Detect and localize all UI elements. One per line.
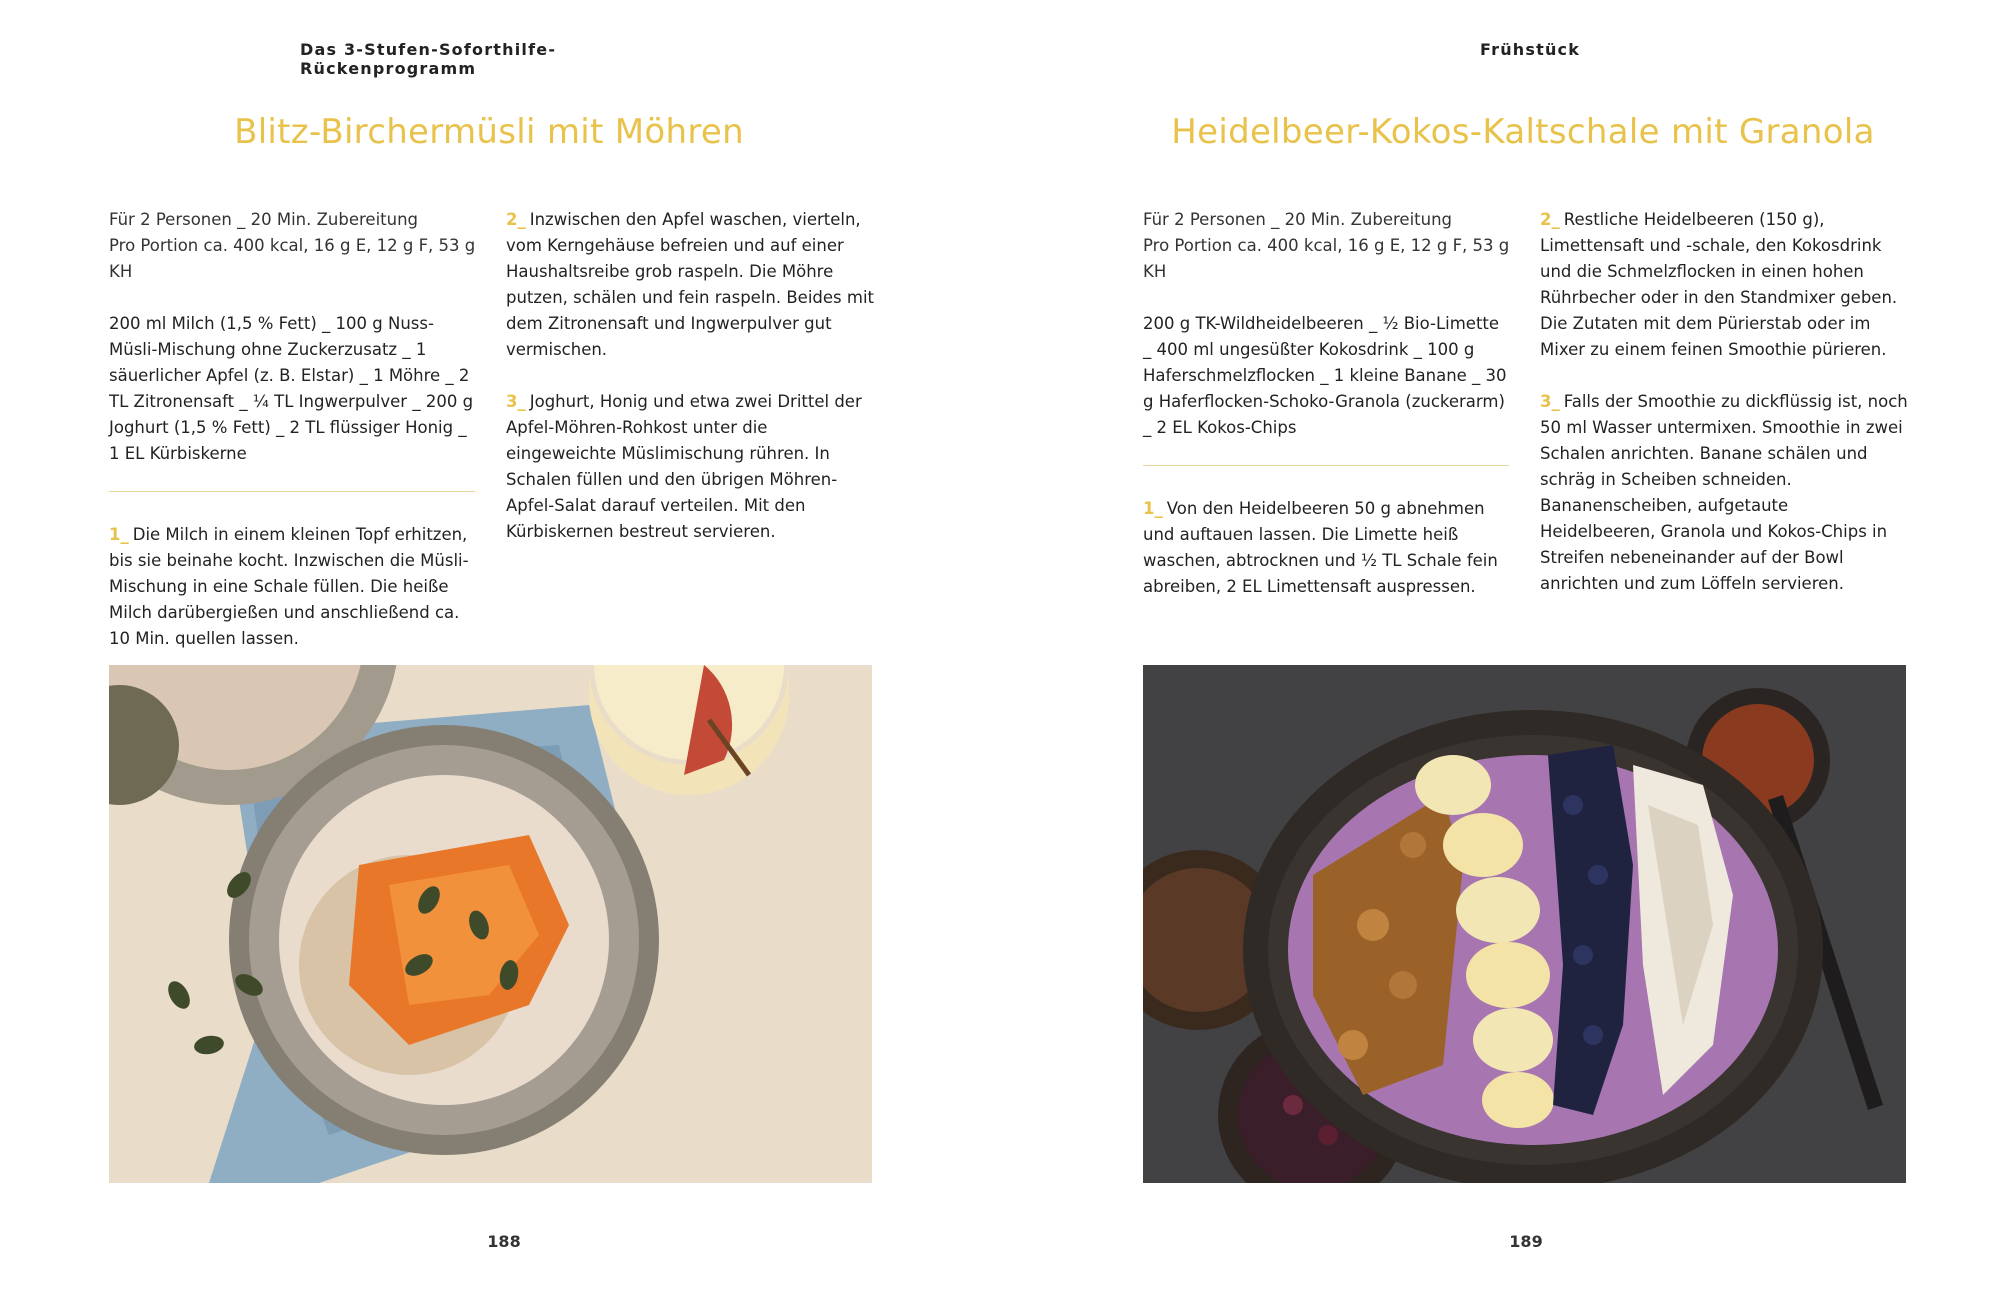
step-number: 1_ xyxy=(1143,499,1163,518)
step-number: 1_ xyxy=(109,525,129,544)
divider xyxy=(109,491,475,492)
step-number: 3_ xyxy=(1540,392,1560,411)
step-1 xyxy=(109,522,477,652)
recipe-photo-birchermuesli xyxy=(109,665,872,1183)
divider xyxy=(1143,465,1509,466)
recipe-steps-column xyxy=(506,207,874,571)
ingredients-list: 200 ml Milch (1,5 % Fett) _ 100 g Nuss-Müsli-Mischung ohne Zuckerzusatz _ 1 säuerlicher Apfel (z. B. Elstar) _ 1 Möhre _ 2 TL Zitronensaft _ ¼ TL Ingwerpulver _ 200 g Joghurt (1,5 % Fett) _ 2 TL flüssiger Honig _ 1 EL Kürbiskerne xyxy=(109,314,474,463)
step-number: 3_ xyxy=(506,392,526,411)
recipe-info-column xyxy=(109,207,477,678)
step-1 xyxy=(1143,496,1511,600)
step-text: Falls der Smoothie zu dickflüssig ist, noch 50 ml Wasser untermixen. Smoothie in zwei Schalen anrichten. Banane schälen und schräg in Scheiben schneiden. Bananenscheiben, aufgetaute Heidelbeeren, Granola und Kokos-Chips in Streifen nebeneinander auf der Bowl anrichten und zum Löffeln servieren. xyxy=(1540,392,1908,593)
step-2 xyxy=(506,207,874,363)
servings-time: Für 2 Personen _ 20 Min. Zubereitung xyxy=(1143,210,1453,229)
servings-time: Für 2 Personen _ 20 Min. Zubereitung xyxy=(109,210,419,229)
step-text: Inzwischen den Apfel waschen, vierteln, vom Kerngehäuse befreien und auf einer Haushaltsreibe grob raspeln. Die Möhre putzen, schälen und fein raspeln. Beides mit dem Zitronensaft und Ingwerpulver gut vermischen. xyxy=(506,210,875,359)
step-number: 2_ xyxy=(1540,210,1560,229)
recipe-info-column xyxy=(1143,207,1511,626)
step-number: 2_ xyxy=(506,210,526,229)
page-number: 189 xyxy=(1509,1232,1543,1251)
recipe-title: Blitz-Birchermüsli mit Möhren xyxy=(234,112,744,152)
recipe-steps-column xyxy=(1540,207,1908,623)
step-text: Joghurt, Honig und etwa zwei Drittel der Apfel-Möhren-Rohkost unter die eingeweichte Müslimischung rühren. In Schalen füllen und den übrigen Möhren-Apfel-Salat darauf verteilen. Mit den Kürbiskernen bestreut servieren. xyxy=(506,392,862,541)
recipe-title: Heidelbeer-Kokos-Kaltschale mit Granola xyxy=(1171,112,1875,152)
recipe-photo-kaltschale xyxy=(1143,665,1906,1183)
step-text: Restliche Heidelbeeren (150 g), Limettensaft und -schale, den Kokosdrink und die Schmelzflocken in einen hohen Rührbecher oder in den Standmixer geben. Die Zutaten mit dem Pürierstab oder im Mixer zu einem feinen Smoothie pürieren. xyxy=(1540,210,1898,359)
page-number: 188 xyxy=(487,1232,521,1251)
step-3 xyxy=(506,389,874,545)
right-page xyxy=(1000,0,2000,1308)
step-text: Die Milch in einem kleinen Topf erhitzen, bis sie beinahe kocht. Inzwischen die Müsli-Mischung in eine Schale füllen. Die heiße Milch darübergießen und anschließend ca. 10 Min. quellen lassen. xyxy=(109,525,469,648)
step-text: Von den Heidelbeeren 50 g abnehmen und auftauen lassen. Die Limette heiß waschen, abtrocknen und ½ TL Schale fein abreiben, 2 EL Limettensaft auspressen. xyxy=(1143,499,1498,596)
running-head: Das 3-Stufen-Soforthilfe-Rückenprogramm xyxy=(300,40,557,78)
ingredients-list: 200 g TK-Wildheidelbeeren _ ½ Bio-Limette _ 400 ml ungesüßter Kokosdrink _ 100 g Haferschmelzflocken _ 1 kleine Banane _ 30 g Haferflocken-Schoko-Granola (zuckerarm) _ 2 EL Kokos-Chips xyxy=(1143,314,1507,437)
nutrition-info: Pro Portion ca. 400 kcal, 16 g E, 12 g F, 53 g KH xyxy=(109,236,476,281)
running-head: Frühstück xyxy=(1480,40,1581,59)
step-2 xyxy=(1540,207,1908,363)
step-3 xyxy=(1540,389,1908,597)
nutrition-info: Pro Portion ca. 400 kcal, 16 g E, 12 g F, 53 g KH xyxy=(1143,236,1510,281)
